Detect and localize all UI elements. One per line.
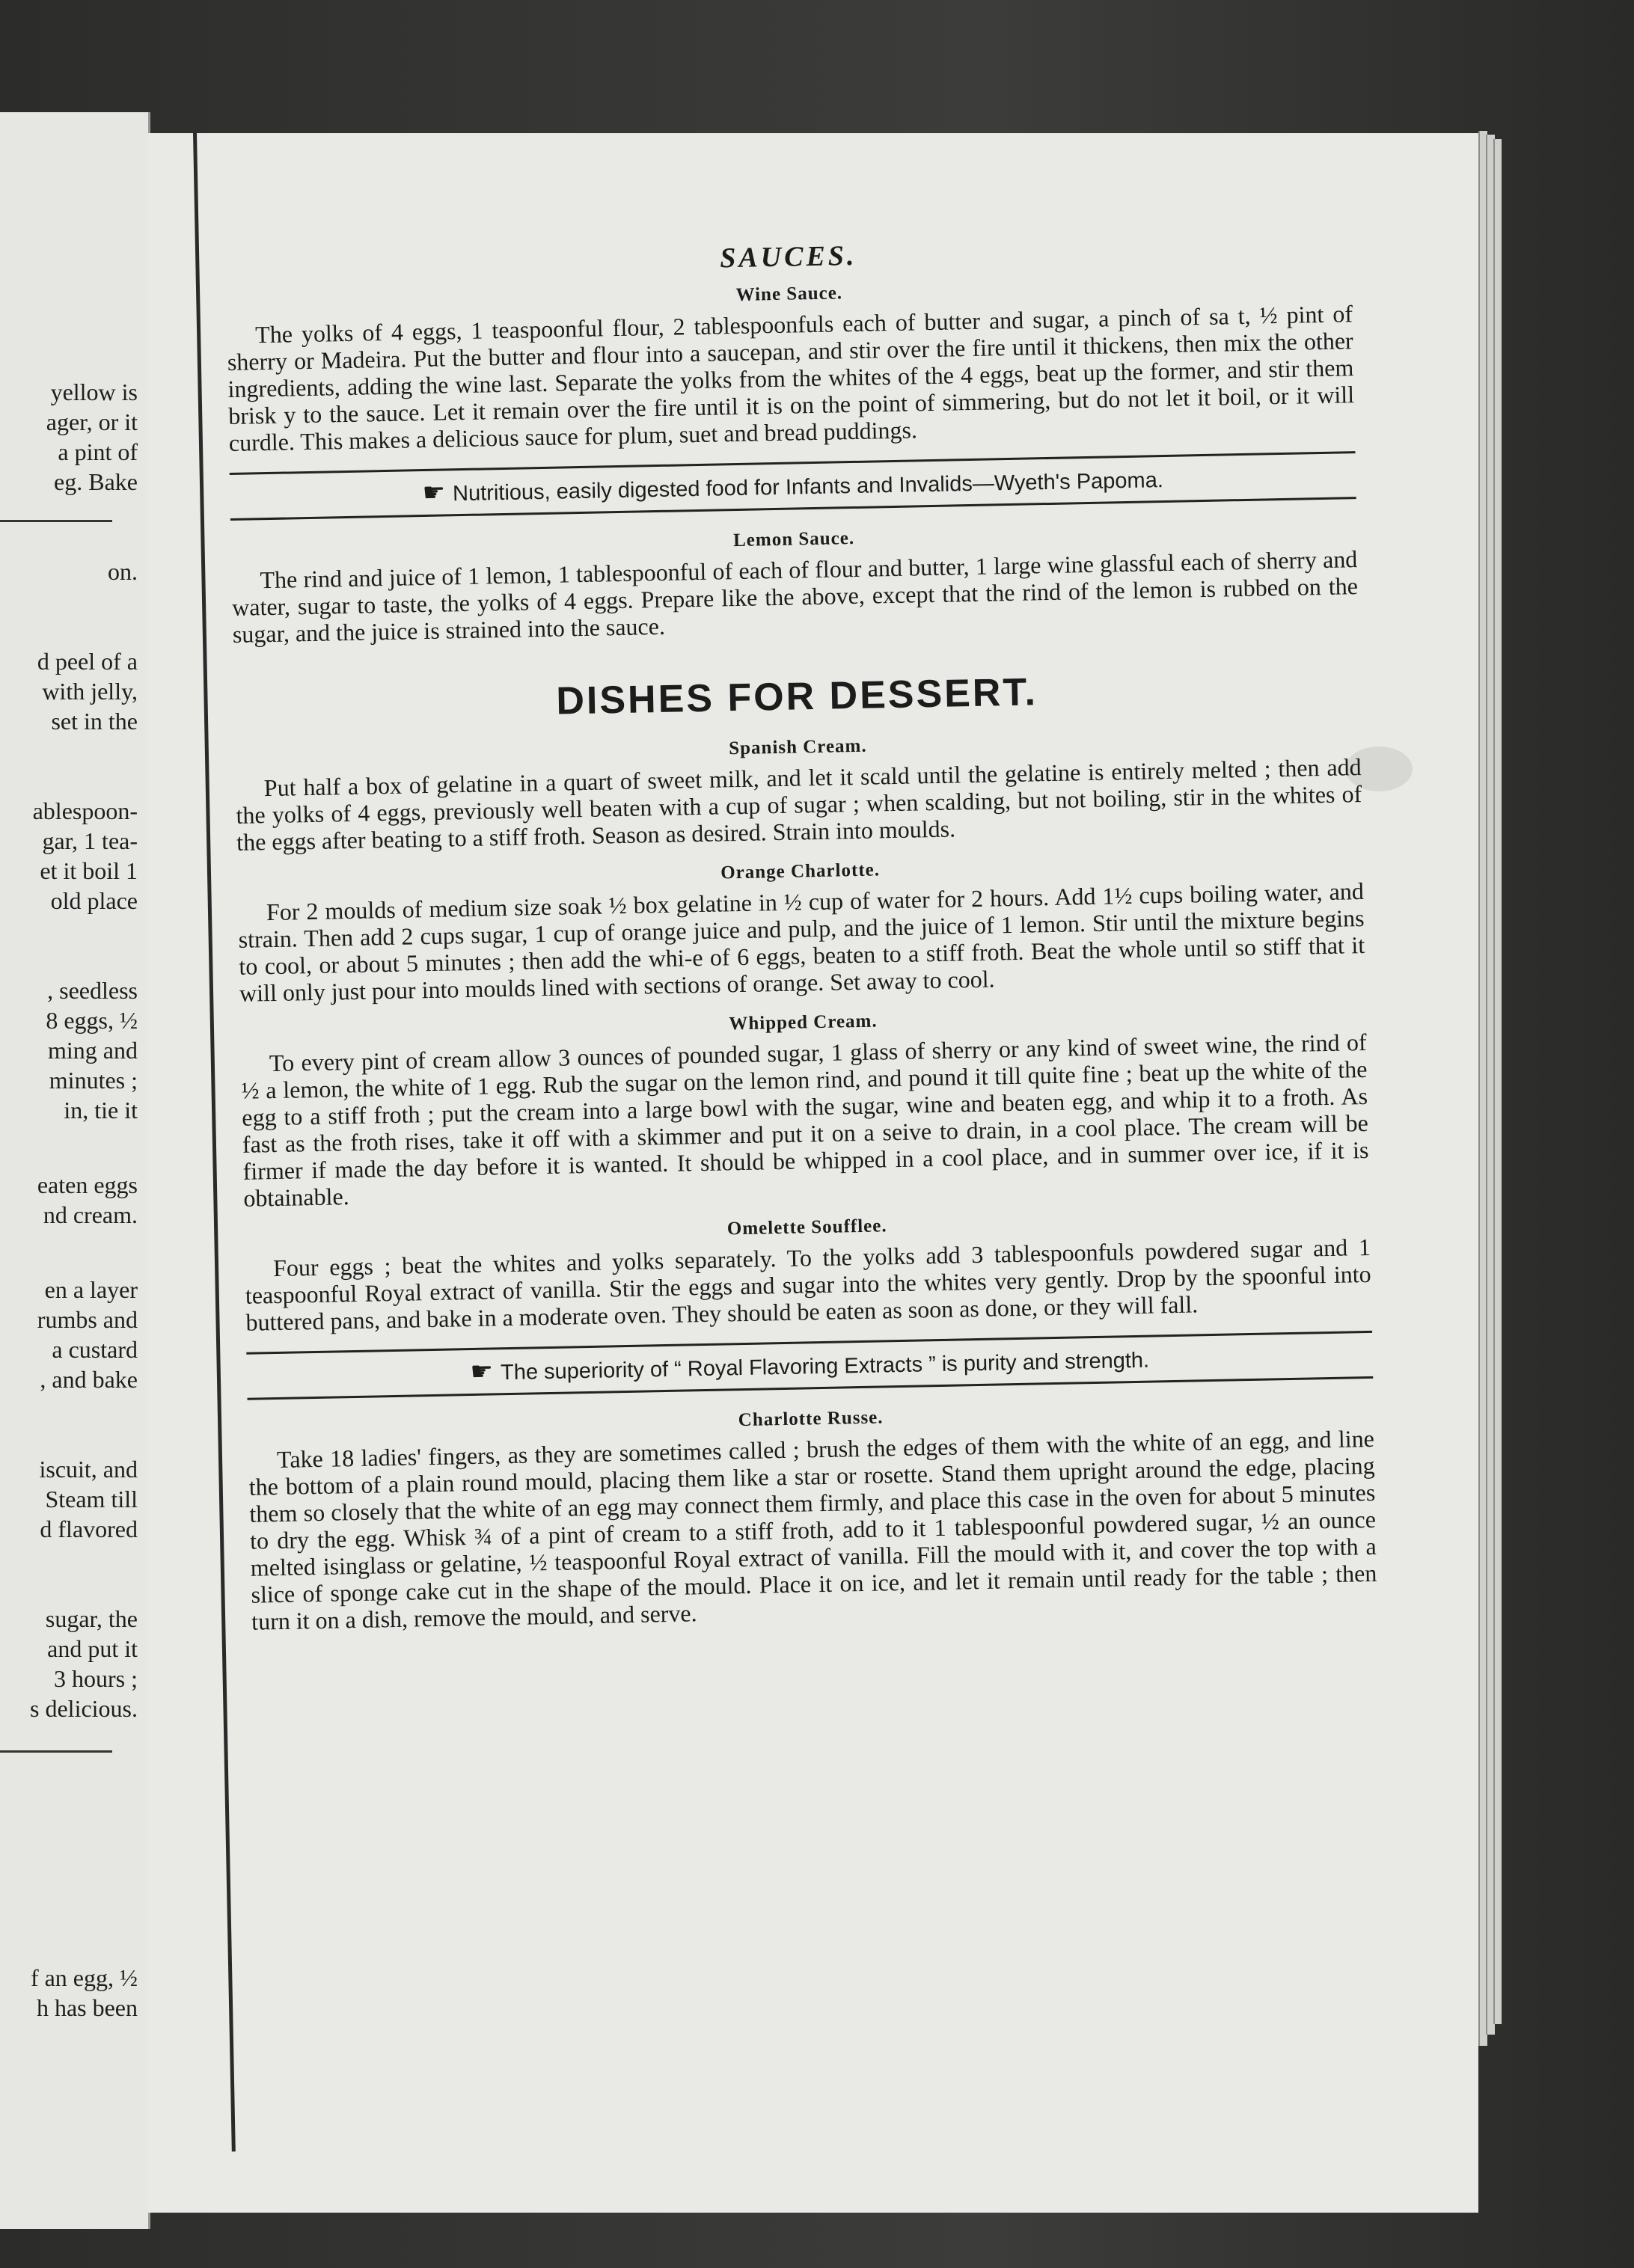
chapter-title: DISHES FOR DESSERT. — [555, 670, 1038, 723]
recipe-body: To every pint of cream allow 3 ounces of pounded sugar, 1 glass of sherry or any kind of sweet wine, the rind of ½ a lemon, the white of 1 egg. Rub the sugar on the lemon rind, and pound it till quite fine ; beat up the white of the egg to a stiff froth ; put the cream into a large bowl with the sugar, wine and beaten egg, and whip it to a froth. As fast as the froth rises, take it off with a skimmer and put it on a seive to drain, in a cool place. The cream will be firmer if made the day before it is wanted. It should be whipped in a cool place, and in summer over ice, if it is obtainable. — [241, 1028, 1369, 1212]
left-page-text-line: h has been — [36, 1994, 138, 2021]
page-content — [225, 230, 1377, 1635]
notice-text: The superiority of “ Royal Flavoring Extracts ” is purity and strength. — [500, 1348, 1150, 1385]
left-page-text-line: and put it — [47, 1635, 138, 1662]
notice-text: Nutritious, easily digested food for Infants and Invalids—Wyeth's Papoma. — [452, 468, 1164, 506]
left-page-text-line: , and bake — [40, 1366, 138, 1393]
left-page-text-line: Steam till — [45, 1486, 138, 1512]
advertisement-notice — [246, 1331, 1373, 1400]
pointing-hand-icon: ☛ — [422, 478, 446, 508]
left-page-text-line: d peel of a — [37, 648, 138, 675]
recipe-title: Charlotte Russe. — [738, 1407, 884, 1431]
left-page-text-line: rumbs and — [37, 1306, 138, 1333]
left-page-text-line: ablespoon- — [32, 797, 138, 824]
left-page-text-line: 3 hours ; — [54, 1665, 138, 1692]
left-page-text-line: en a layer — [44, 1276, 138, 1303]
left-facing-page — [0, 112, 150, 2229]
recipe-title: Omelette Soufflee. — [726, 1216, 887, 1239]
recipe-spanish-cream — [235, 726, 1362, 856]
left-page-text-line: with jelly, — [42, 678, 138, 705]
left-page-text-line: iscuit, and — [39, 1456, 138, 1483]
recipe-charlotte-russe — [248, 1398, 1377, 1635]
left-page-text-line: a pint of — [58, 438, 138, 465]
section-title: SAUCES. — [719, 239, 857, 275]
recipe-body: For 2 moulds of medium size soak ½ box gelatine in ½ cup of water for 2 hours. Add 1½ cups boiling water, and strain. Then add 2 cups sugar, 1 cup of orange juice and pulp, and the juice of 1 lemon. Stir until the mixture begins to cool, or about 5 minutes ; then add the whi-e of 6 eggs, beaten to a stiff froth. Beat the whole until so stiff that it will only just pour into moulds lined with sections of orange. Set away to cool. — [238, 877, 1365, 1007]
book-page — [148, 133, 1478, 2213]
left-page-text-line: old place — [50, 887, 138, 914]
left-page-text-line: in, tie it — [64, 1097, 138, 1124]
left-page-text-line: gar, 1 tea- — [42, 827, 138, 854]
left-page-text-line: nd cream. — [43, 1201, 138, 1228]
left-page-text-line: eg. Bake — [54, 468, 138, 495]
left-page-rule — [0, 1750, 112, 1753]
recipe-whipped-cream — [240, 1002, 1370, 1212]
left-page-text-line: eaten eggs — [37, 1171, 138, 1198]
recipe-lemon-sauce — [230, 518, 1358, 648]
page-edge — [1493, 139, 1502, 2024]
left-page-text-line: minutes ; — [49, 1067, 138, 1094]
recipe-wine-sauce — [226, 273, 1355, 456]
recipe-orange-charlotte — [237, 851, 1365, 1007]
left-page-text-line: yellow is — [50, 378, 138, 405]
recipe-title: Lemon Sauce. — [732, 527, 855, 551]
recipe-omelette-souffle — [244, 1207, 1371, 1336]
left-page-text-line: , seedless — [47, 977, 138, 1004]
left-page-rule — [0, 520, 112, 522]
left-page-text-line: 8 eggs, ½ — [46, 1007, 138, 1034]
recipe-body: The rind and juice of 1 lemon, 1 tablespoonful of each of flour and butter, 1 large wine glassful each of sherry and water, sugar to taste, the yolks of 4 eggs. Prepare like the above, except that the rind of the lemon is rubbed on the sugar, and the juice is strained into the sauce. — [231, 545, 1359, 648]
left-page-text-line: set in the — [51, 708, 138, 735]
left-page-text-line: d flavored — [40, 1515, 138, 1542]
recipe-body: The yolks of 4 eggs, 1 teaspoonful flour, 2 tablespoonfuls each of butter and sugar, a pinch of sa t, ½ pint of sherry or Madeira. Put the butter and flour into a saucepan, and stir over the fire until it thickens, then mix the other ingredients, adding the wine last. Separate the yolks from the whites of the 4 eggs, beat up the former, and stir them brisk y to the sauce. Let it remain over the fire until it is on the point of simmering, but do not let it boil, or it will curdle. This makes a delicious sauce for plum, suet and bread puddings. — [227, 300, 1355, 457]
recipe-title: Spanish Cream. — [728, 735, 867, 759]
recipe-body: Four eggs ; beat the whites and yolks separately. To the yolks add 3 tablespoonfuls powdered sugar and 1 teaspoonful Royal extract of vanilla. Stir the eggs and sugar into the whites very gently. Drop by the spoonful into buttered pans, and bake in a moderate oven. They should be eaten as soon as done, or they will fall. — [245, 1233, 1371, 1336]
recipe-title: Whipped Cream. — [729, 1011, 878, 1035]
left-page-text-line: a custard — [52, 1336, 138, 1363]
left-page-text-line: sugar, the — [45, 1605, 138, 1632]
left-page-text-line: ager, or it — [46, 408, 138, 435]
left-page-text-line: f an egg, ½ — [30, 1964, 138, 1991]
recipe-body: Put half a box of gelatine in a quart of sweet milk, and let it scald until the gelatine is entirely melted ; then add the yolks of 4 eggs, previously well beaten with a cup of sugar ; when scalding, but not boiling, stir in the whites of the eggs after beating to a stiff froth. Season as desired. Strain into moulds. — [236, 753, 1362, 856]
recipe-title: Orange Charlotte. — [720, 859, 881, 883]
pointing-hand-icon: ☛ — [470, 1357, 494, 1387]
recipe-title: Wine Sauce. — [735, 283, 843, 305]
advertisement-notice — [230, 451, 1356, 521]
recipe-body: Take 18 ladies' fingers, as they are sometimes called ; brush the edges of them with the white of an egg, and line the bottom of a plain round mould, placing them like a star or rosette. Stand them upright around the edge, placing them so closely that the white of an egg may connect them firmly, and place this case in the oven for about 5 minutes to dry the egg. Whisk ¾ of a pint of cream to a stiff froth, add to it 1 tablespoonful powdered sugar, ½ an ounce melted isinglass or gelatine, ½ teaspoonful Royal extract of vanilla. Fill the mould with it, and cover the top with a slice of sponge cake cut in the shape of the mould. Place it on ice, and let it remain until ready for the table ; then turn it on a dish, remove the mould, and serve. — [248, 1424, 1377, 1635]
left-page-text-line: on. — [108, 558, 138, 585]
left-page-text-line: ming and — [48, 1037, 138, 1064]
left-page-text-line: et it boil 1 — [40, 857, 138, 884]
left-page-text-line: s delicious. — [30, 1695, 138, 1722]
